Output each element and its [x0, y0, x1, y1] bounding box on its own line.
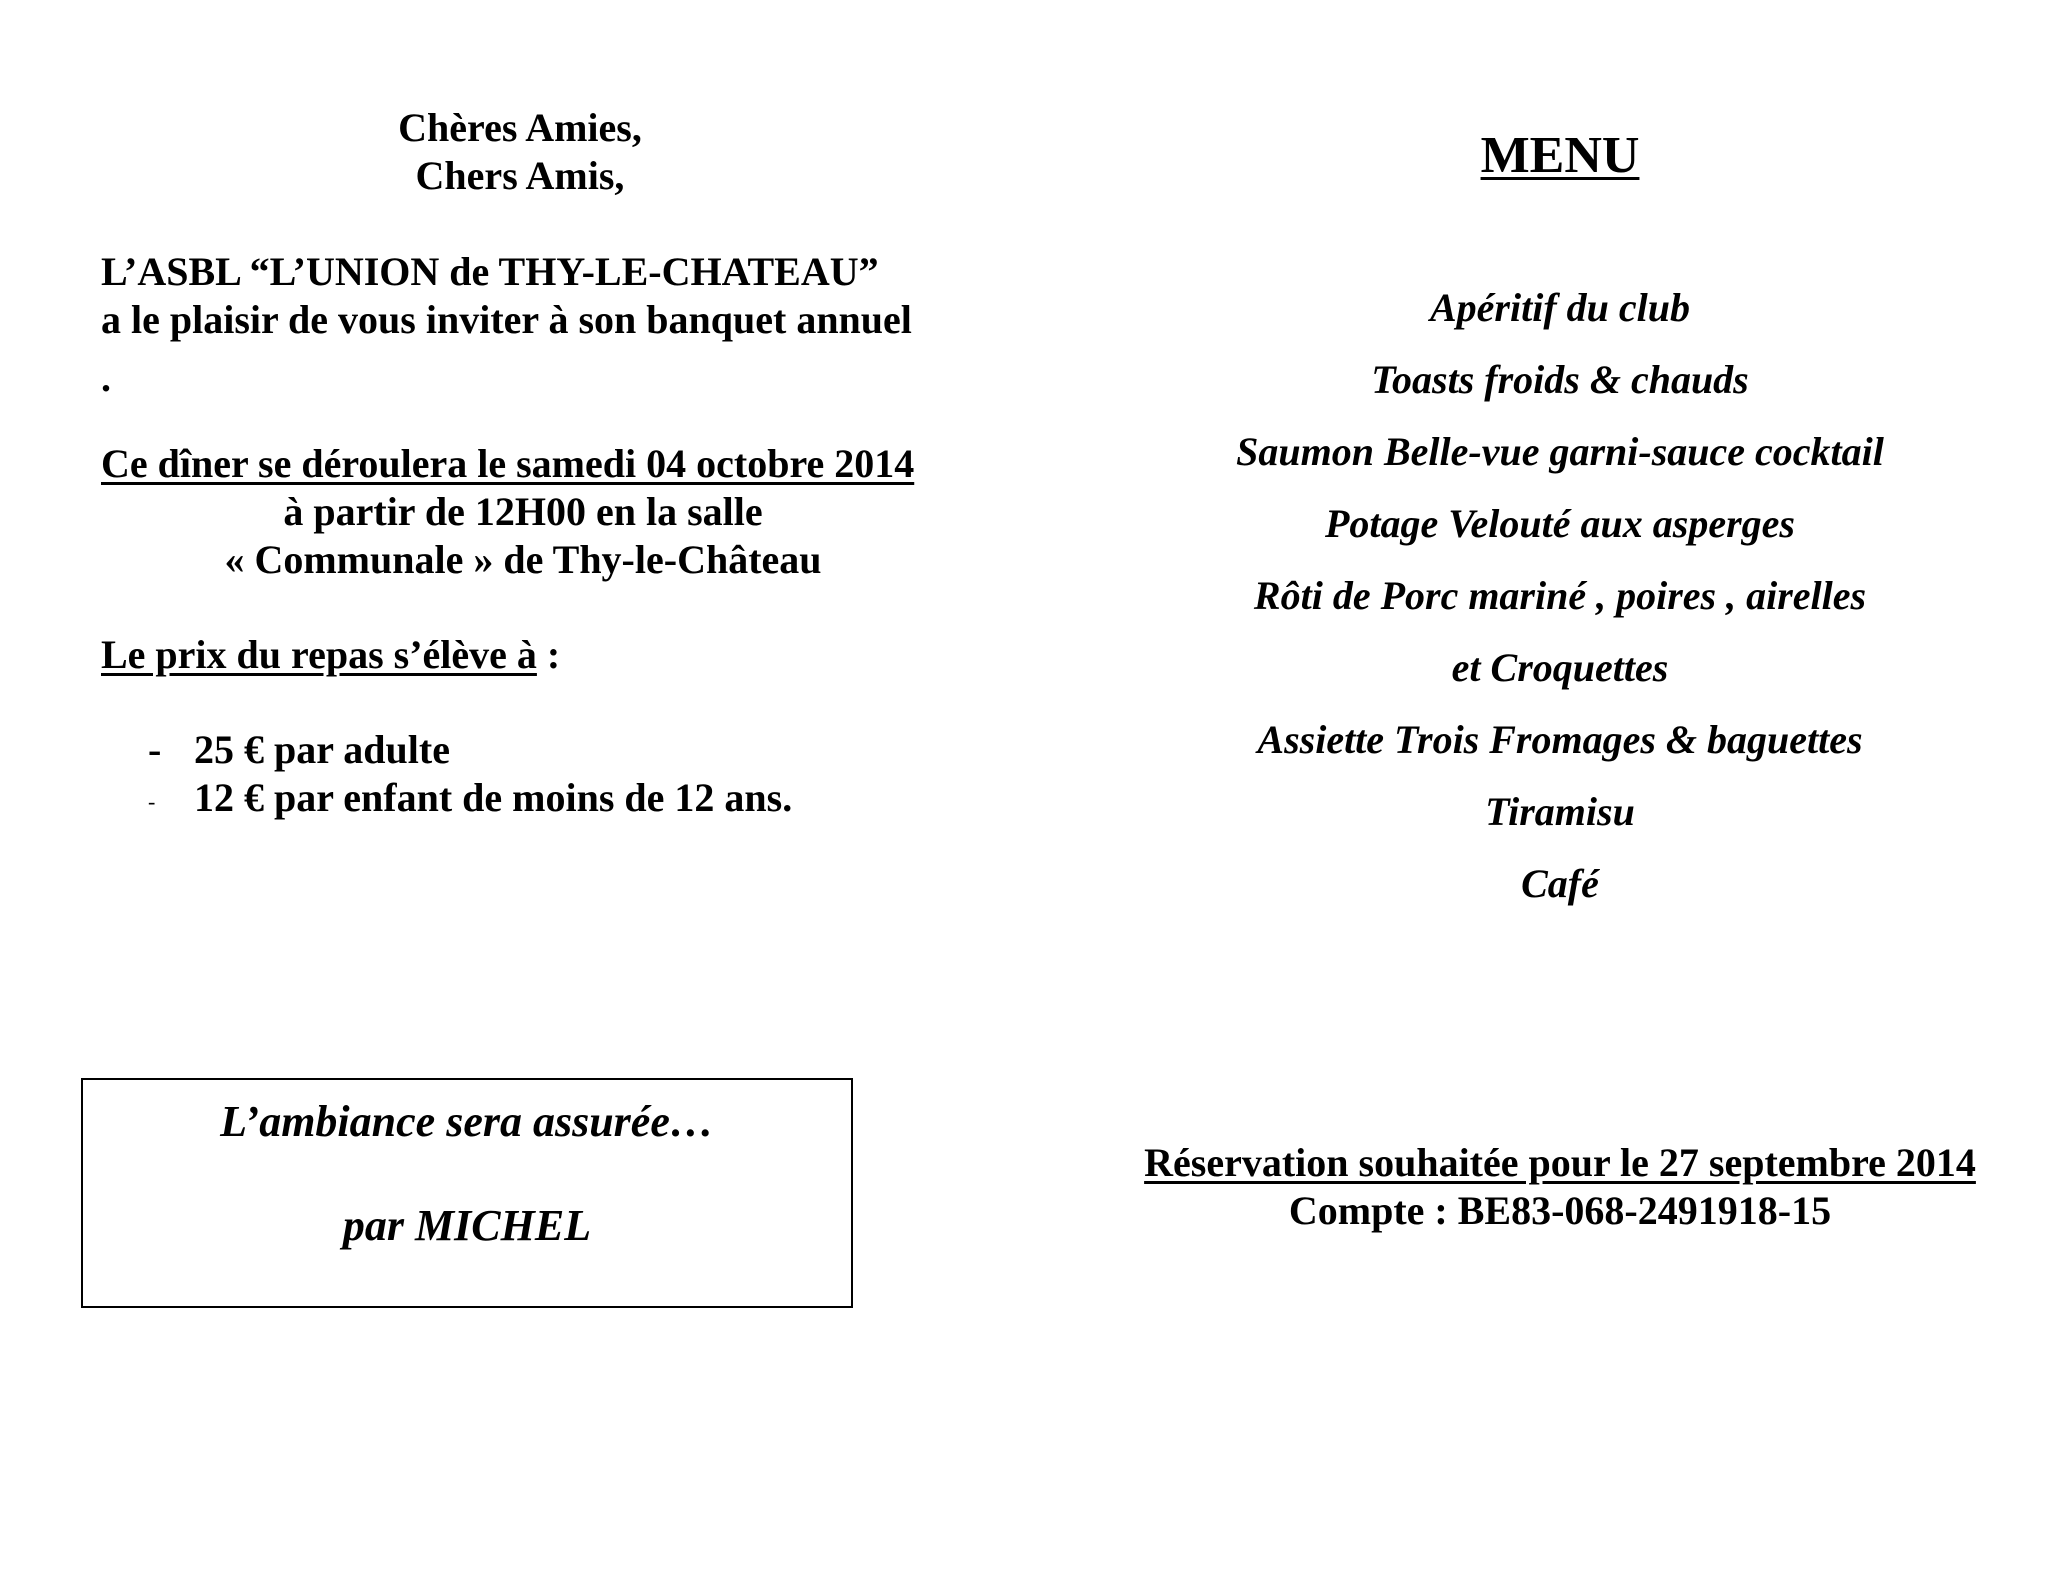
greeting-line-1: Chères Amies, [398, 105, 642, 150]
menu-item: Potage Velouté aux asperges [1325, 501, 1795, 546]
menu-item: Toasts froids & chauds [1371, 357, 1749, 402]
ambiance-host: par MICHEL [342, 1201, 592, 1250]
menu-item: Apéritif du club [1429, 285, 1691, 330]
price-item-text: 12 € par enfant de moins de 12 ans. [194, 775, 793, 820]
price-heading [101, 631, 560, 679]
price-heading-colon: : [536, 632, 561, 677]
dinner-venue-line: « Communale » de Thy-le-Château [224, 537, 822, 582]
menu-item: Saumon Belle-vue garni-sauce cocktail [1236, 429, 1884, 474]
menu-item: et Croquettes [1451, 645, 1669, 690]
greeting-line-2: Chers Amis, [415, 153, 625, 198]
menu-item: Café [1521, 861, 1599, 906]
menu-title: MENU [1480, 127, 1640, 184]
price-item-text: 25 € par adulte [194, 727, 450, 772]
bullet-dash: - [148, 788, 156, 814]
menu-item: Assiette Trois Fromages & baguettes [1257, 717, 1863, 762]
price-item-child [148, 774, 792, 826]
bullet-dash: - [148, 727, 162, 772]
dinner-time-line: à partir de 12H00 en la salle [283, 489, 763, 534]
ambiance-box [81, 1078, 853, 1308]
price-item-adult [148, 726, 450, 774]
dinner-date-line: Ce dîner se déroulera le samedi 04 octobre 2014 [101, 441, 915, 486]
invitation-text-dot: . [101, 355, 111, 400]
ambiance-text: L’ambiance sera assurée… [220, 1097, 714, 1146]
reservation-line [1100, 1139, 2020, 1187]
price-heading-label: Le prix du repas s’élève à [101, 632, 537, 677]
menu-item: Tiramisu [1485, 789, 1635, 834]
reservation-deadline: Réservation souhaitée pour le 27 septembre 2014 [1144, 1140, 1976, 1185]
invitation-text-line: a le plaisir de vous inviter à son banquet annuel [101, 297, 912, 342]
menu-item: Rôti de Porc mariné , poires , airelles [1253, 573, 1867, 618]
asbl-name-line: L’ASBL “L’UNION de THY-LE-CHATEAU” [101, 249, 879, 294]
bank-account: Compte : BE83-068-2491918-15 [1288, 1188, 1832, 1233]
